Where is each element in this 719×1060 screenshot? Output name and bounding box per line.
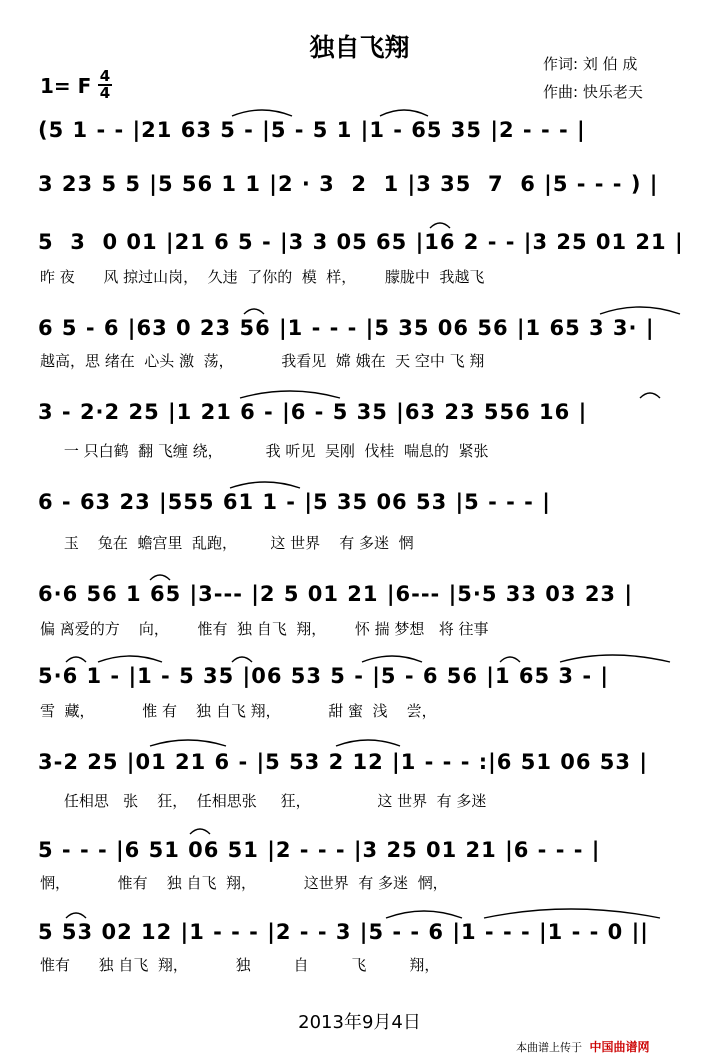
notation-line: 6·6 56 1 65 |3--- |2 5 01 21 |6--- |5·5 33 03 23 | <box>38 582 634 606</box>
lyrics-line: 一 只白鹤 翻 飞缠 绕， 我 听见 吴刚 伐桂 喘息的 紧张 <box>40 442 489 460</box>
slur-mark <box>66 913 86 918</box>
slur-mark <box>336 740 400 746</box>
lyricist-credit: 作词: 刘 伯 成 <box>543 55 638 73</box>
slur-mark <box>430 223 450 228</box>
composer-credit: 作曲: 快乐老天 <box>543 83 643 101</box>
slur-mark <box>600 307 680 314</box>
time-signature-top: 4 <box>99 67 111 85</box>
footer-text: 本曲谱上传于 <box>516 1041 582 1054</box>
lyrics-line: 玉 兔在 蟾宫里 乱跑， 这 世界 有 多迷 惘 <box>40 534 414 552</box>
slur-mark <box>362 656 422 662</box>
lyrics-line: 昨 夜 风 掠过山岗， 久违 了你的 模 样， 朦胧中 我越飞 <box>40 268 485 286</box>
notation-line: 5 - - - |6 51 06 51 |2 - - - |3 25 01 21 |6 - - - | <box>38 838 601 862</box>
slur-mark <box>484 909 660 918</box>
lyrics-line: 惟有 独 自飞 翔， 独 自 飞 翔， <box>40 956 440 974</box>
lyrics-line: 偏 离爱的方 向， 惟有 独 自飞 翔， 怀 揣 梦想 将 往事 <box>40 620 489 638</box>
upload-date: 2013年9月4日 <box>298 1012 421 1033</box>
lyrics-line: 任相思 张 狂， 任相思张 狂， 这 世界 有 多迷 <box>40 792 487 810</box>
slur-mark <box>232 110 292 116</box>
slur-mark <box>66 657 86 662</box>
slur-mark <box>640 393 660 398</box>
site-logo[interactable]: 中国曲谱网 <box>589 1040 650 1054</box>
lyrics-line: 雪 藏， 惟 有 独 自飞 翔， 甜 蜜 浅 尝， <box>40 702 437 720</box>
notation-line: 5·6 1 - |1 - 5 35 |06 53 5 - |5 - 6 56 |1 65 3 - | <box>38 664 610 688</box>
slur-mark <box>240 391 340 398</box>
slur-mark <box>386 911 462 918</box>
slur-mark <box>500 657 520 662</box>
slur-mark <box>98 656 162 662</box>
slur-mark <box>244 309 264 314</box>
slur-mark <box>380 110 428 116</box>
notation-line: 3-2 25 |01 21 6 - |5 53 2 12 |1 - - - :|6 51 06 53 | <box>38 750 648 774</box>
notation-line: 6 - 63 23 |555 61 1 - |5 35 06 53 |5 - - - | <box>38 490 551 514</box>
song-title: 独自飞翔 <box>309 33 410 62</box>
notation-line: 6 5 - 6 |63 0 23 56 |1 - - - |5 35 06 56 |1 65 3 3· | <box>38 316 655 340</box>
notation-line: (5 1 - - |21 63 5 - |5 - 5 1 |1 - 65 35 |2 - - - | <box>38 118 586 142</box>
key-signature: 1= F <box>40 74 92 98</box>
notation-line: 5 3 0 01 |21 6 5 - |3 3 05 65 |16 2 - - |3 25 01 21 | <box>38 230 684 254</box>
slur-mark <box>190 829 210 834</box>
slur-mark <box>232 657 252 662</box>
notation-line: 5 53 02 12 |1 - - - |2 - - 3 |5 - - 6 |1 - - - |1 - - 0 || <box>38 920 649 944</box>
slur-mark <box>230 482 300 488</box>
slur-mark <box>560 655 670 662</box>
footer-credit <box>516 1038 650 1055</box>
slur-mark <box>150 740 226 746</box>
lyrics-line: 惘， 惟有 独 自飞 翔， 这世界 有 多迷 惘， <box>40 874 448 892</box>
lyrics-line: 越高，思 绪在 心头 激 荡， 我看见 嫦 娥在 天 空中 飞 翔 <box>40 352 485 370</box>
slur-mark <box>150 575 170 580</box>
notation-line: 3 23 5 5 |5 56 1 1 |2 · 3 2 1 |3 35 7 6 |5 - - - ) | <box>38 172 659 196</box>
time-signature-bottom: 4 <box>99 84 111 102</box>
notation-line: 3 - 2·2 25 |1 21 6 - |6 - 5 35 |63 23 556 16 | <box>38 400 588 424</box>
